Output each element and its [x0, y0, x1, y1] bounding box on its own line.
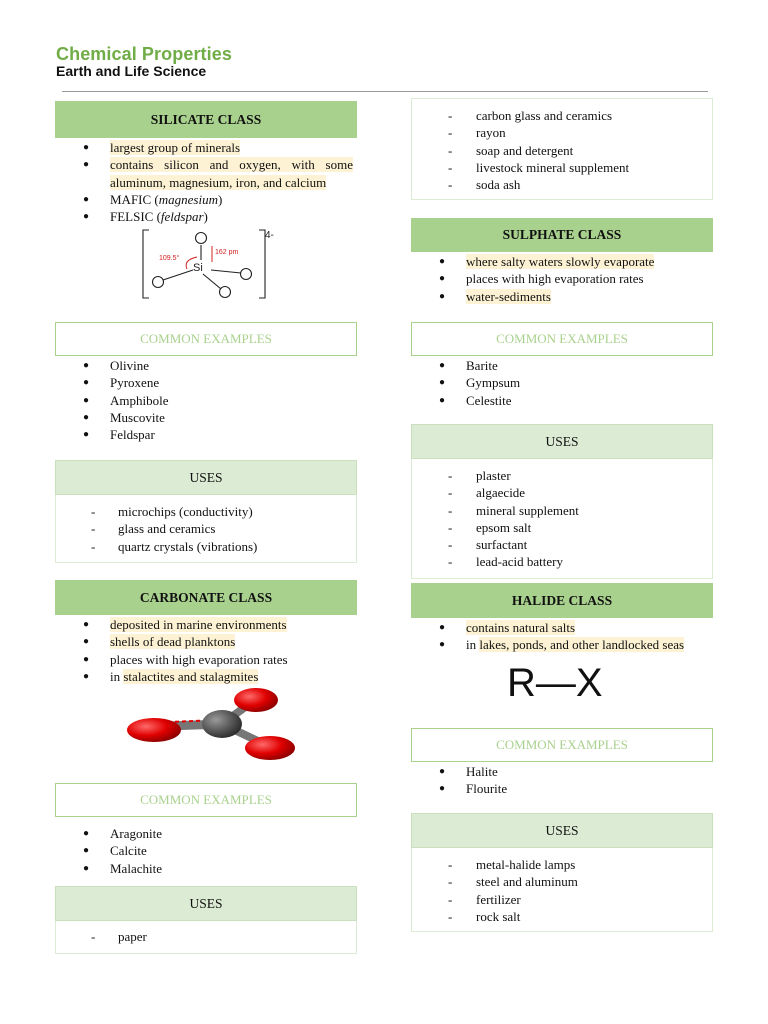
carbonate-uses-list: [56, 928, 356, 945]
list-item: ● Aragonite: [55, 825, 357, 842]
silicate-center-label: Si: [193, 262, 203, 274]
list-item: ● shells of dead planktons: [55, 633, 357, 650]
page-subtitle: Earth and Life Science: [56, 63, 207, 79]
silicate-examples-list: [55, 357, 357, 443]
list-item: - livestock mineral supplement: [412, 159, 712, 176]
halide-examples-section: [411, 728, 713, 798]
sulphate-class-header: SULPHATE CLASS: [411, 218, 713, 252]
list-item: ● FELSIC (feldspar): [55, 208, 357, 225]
list-item: ● Barite: [411, 357, 713, 374]
silicate-angle-label: 109.5°: [159, 255, 180, 262]
list-item: - lead-acid battery: [412, 553, 712, 570]
list-item: ● in stalactites and stalagmites: [55, 668, 357, 685]
silicate-uses-section: [55, 460, 357, 563]
list-item: - soap and detergent: [412, 142, 712, 159]
list-item: ● in lakes, ponds, and other landlocked seas: [411, 636, 713, 653]
list-item: ● Flourite: [411, 780, 713, 797]
carbonate-examples-section: [55, 783, 357, 877]
silicate-examples-header: COMMON EXAMPLES: [55, 322, 357, 356]
silicate-uses-list: [56, 503, 356, 555]
list-item: - algaecide: [412, 484, 712, 501]
halide-class-header: HALIDE CLASS: [411, 583, 713, 618]
list-item: - metal-halide lamps: [412, 856, 712, 873]
silicate-tetrahedron-diagram: [135, 226, 285, 302]
list-item: - epsom salt: [412, 519, 712, 536]
sulphate-examples-header: COMMON EXAMPLES: [411, 322, 713, 356]
carbonate-examples-header: COMMON EXAMPLES: [55, 783, 357, 817]
carbonate-molecule-model: [124, 686, 300, 762]
carbonate-uses-section: [55, 886, 357, 954]
list-item: ● Calcite: [55, 842, 357, 859]
sulphate-uses-list: [412, 467, 712, 571]
list-item: ● contains natural salts: [411, 619, 713, 636]
carbonate-uses-header: USES: [55, 886, 357, 921]
list-item: ● Pyroxene: [55, 374, 357, 391]
list-item: ● Muscovite: [55, 409, 357, 426]
list-item: - steel and aluminum: [412, 873, 712, 890]
list-item: - carbon glass and ceramics: [412, 107, 712, 124]
halide-uses-section: [411, 813, 713, 932]
list-item: - paper: [56, 928, 356, 945]
silicate-charge-label: 4-: [265, 230, 274, 241]
list-item: - fertilizer: [412, 891, 712, 908]
carbonate-examples-list: [55, 825, 357, 877]
sulphate-examples-list: [411, 357, 713, 409]
sulphate-examples-section: [411, 322, 713, 409]
halide-examples-header: COMMON EXAMPLES: [411, 728, 713, 762]
carbonate-section: [55, 580, 357, 685]
carbonate-points: [55, 616, 357, 685]
list-item: ● places with high evaporation rates: [55, 651, 357, 668]
list-item: - glass and ceramics: [56, 520, 356, 537]
carbonate-uses-continued: [411, 98, 713, 200]
halide-uses-header: USES: [411, 813, 713, 848]
list-item: ● Olivine: [55, 357, 357, 374]
silicate-uses-header: USES: [55, 460, 357, 495]
list-item: ● where salty waters slowly evaporate: [411, 253, 713, 270]
list-item: ● MAFIC (magnesium): [55, 191, 357, 208]
list-item: ● deposited in marine environments: [55, 616, 357, 633]
list-item: ● largest group of minerals: [55, 139, 357, 156]
halide-examples-list: [411, 763, 713, 798]
list-item: ● Gympsum: [411, 374, 713, 391]
list-item: ● Halite: [411, 763, 713, 780]
silicate-examples-section: [55, 322, 357, 443]
silicate-section: [55, 101, 357, 225]
list-item: - rock salt: [412, 908, 712, 925]
list-item: ● contains silicon and oxygen, with some aluminum, magnesium, iron, and calcium: [55, 156, 357, 191]
carbonate-uses-continued-list: [412, 107, 712, 193]
list-item: - rayon: [412, 124, 712, 141]
list-item: - soda ash: [412, 176, 712, 193]
list-item: - quartz crystals (vibrations): [56, 538, 356, 555]
header-rule: [62, 91, 708, 92]
list-item: ● places with high evaporation rates: [411, 270, 713, 287]
list-item: - mineral supplement: [412, 502, 712, 519]
list-item: - microchips (conductivity): [56, 503, 356, 520]
list-item: ● Malachite: [55, 860, 357, 877]
list-item: ● Amphibole: [55, 392, 357, 409]
sulphate-section: [411, 218, 713, 305]
list-item: ● Feldspar: [55, 426, 357, 443]
sulphate-uses-header: USES: [411, 424, 713, 459]
list-item: - plaster: [412, 467, 712, 484]
list-item: ● water-sediments: [411, 288, 713, 305]
silicate-points: [55, 139, 357, 225]
sulphate-points: [411, 253, 713, 305]
sulphate-uses-section: [411, 424, 713, 579]
list-item: ● Celestite: [411, 392, 713, 409]
page-title: Chemical Properties: [56, 44, 232, 64]
carbonate-class-header: CARBONATE CLASS: [55, 580, 357, 615]
halide-formula: R—X: [507, 661, 603, 705]
halide-points: [411, 619, 713, 654]
silicate-class-header: SILICATE CLASS: [55, 101, 357, 138]
silicate-bond-label: 162 pm: [215, 249, 239, 256]
list-item: - surfactant: [412, 536, 712, 553]
halide-uses-list: [412, 856, 712, 925]
halide-section: [411, 583, 713, 654]
